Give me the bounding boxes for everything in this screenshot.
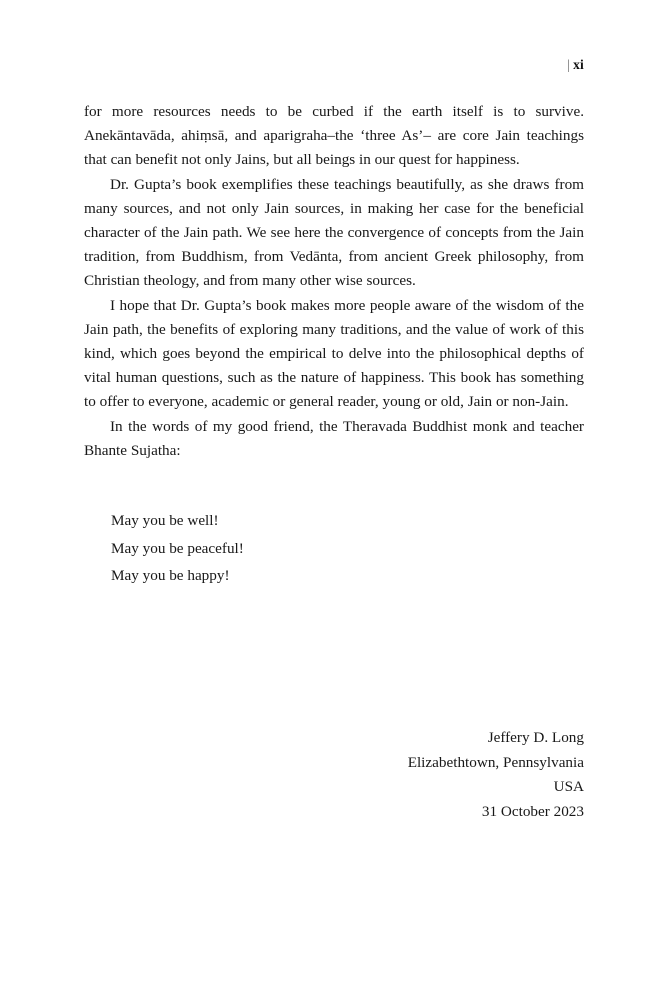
running-head-separator: |	[567, 57, 571, 72]
paragraph-hope: I hope that Dr. Gupta’s book makes more people aware of the wisdom of the Jain path, the benefits of exploring many traditions, and the value of work of this kind, which goes beyond the empirical to delve into the philosophical depths of vital human questions, such as the nature of happiness. This book has something to offer to everyone, academic or general reader, young or old, Jain or non-Jain.	[84, 296, 584, 411]
text-block	[84, 100, 584, 590]
blessing-line: May you be peaceful!	[111, 539, 244, 557]
blessing-line: May you be happy!	[111, 567, 230, 585]
blessing-block	[84, 507, 584, 590]
paragraph-bhante: In the words of my good friend, the Theravada Buddhist monk and teacher Bhante Sujatha:	[84, 417, 584, 459]
signature-country: USA	[553, 778, 584, 795]
running-head	[84, 57, 584, 73]
paragraph-gupta-book: Dr. Gupta’s book exemplifies these teachings beautifully, as she draws from many sources, and not only Jain sources, in making her case for the beneficial character of the Jain path. We see here the convergence of concepts from the Jain tradition, from Buddhism, from Vedānta, from ancient Greek philosophy, from Christian theology, and from many other wise sources.	[84, 175, 584, 290]
page-number: xi	[573, 57, 584, 72]
signature-block	[84, 726, 584, 824]
signature-date: 31 October 2023	[481, 802, 584, 820]
blessing-line: May you be well!	[111, 512, 219, 530]
signature-author: Jeffery D. Long	[487, 729, 584, 746]
paragraph-resources: for more resources needs to be curbed if the earth itself is to survive. Anekāntavāda, ahiṃsā, and aparigraha–the ‘three As’– are core Jain teachings that can benefit not only Jains, but all beings in our quest for happiness.	[84, 103, 584, 169]
signature-location: Elizabethtown, Pennsylvania	[407, 753, 584, 771]
